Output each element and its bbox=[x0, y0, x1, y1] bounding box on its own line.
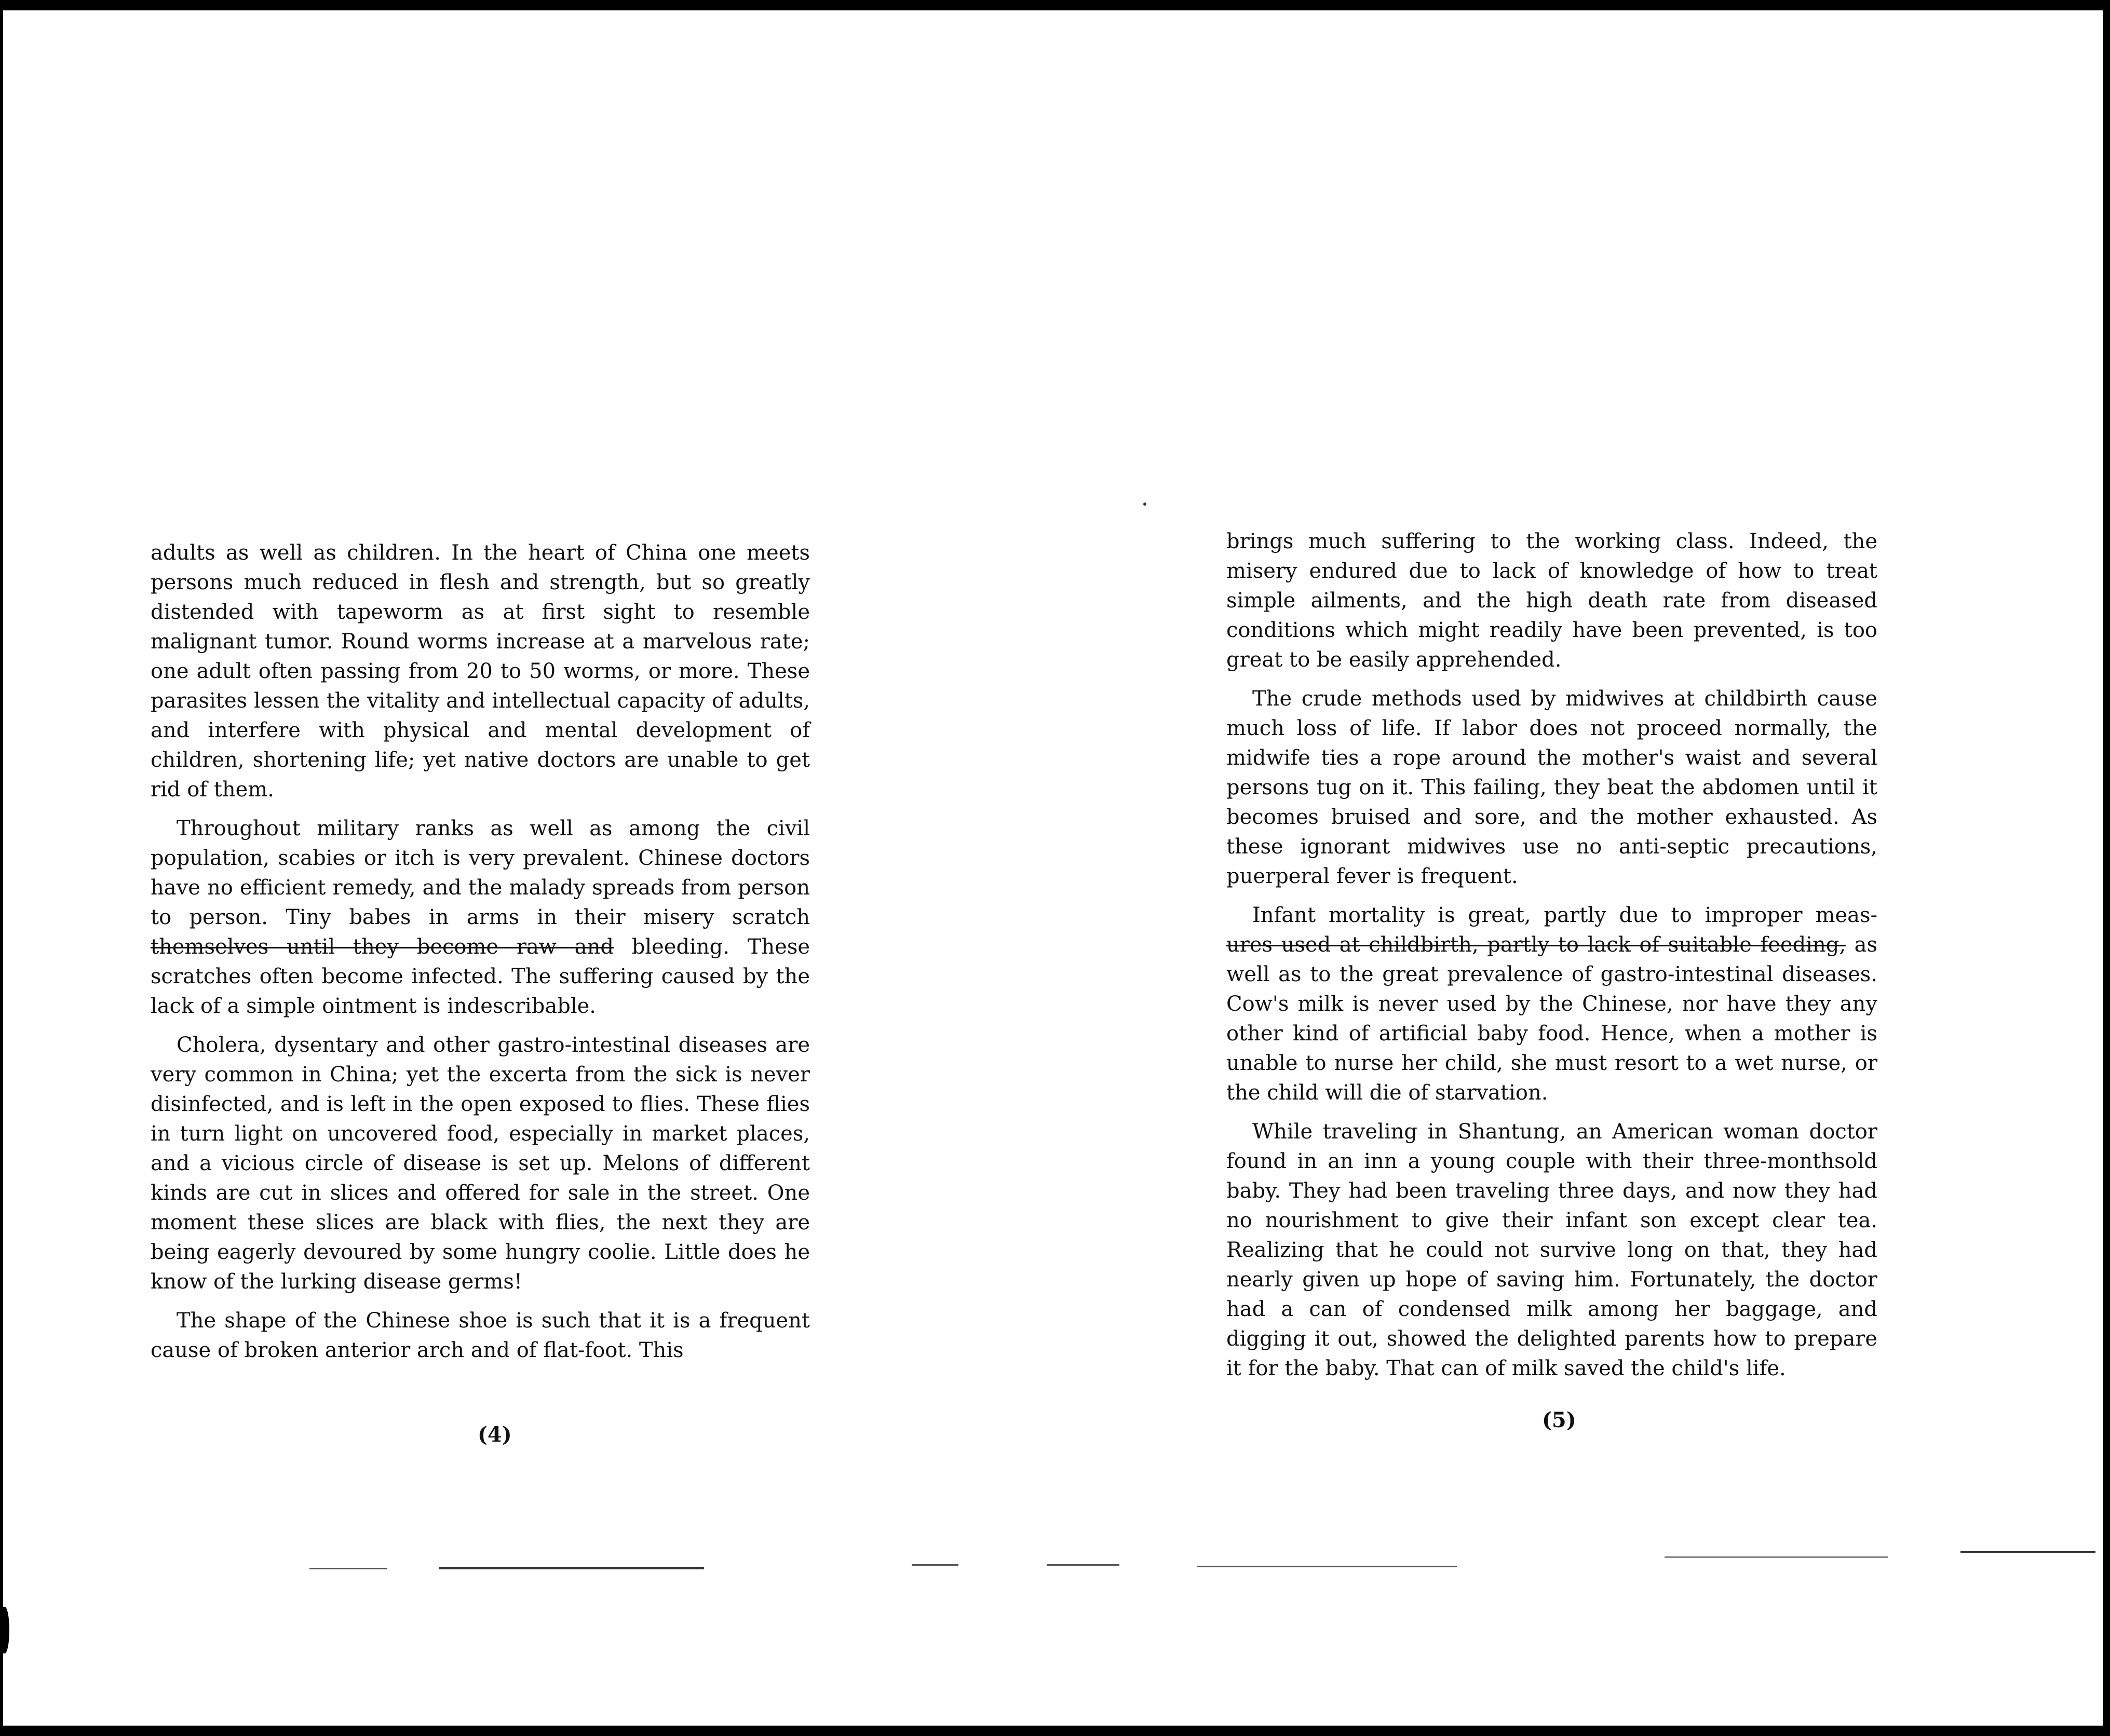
left-paragraph-2-start: Throughout military ranks as well as among the civil population, scabies or itch is very prevalent. Chinese doctors have no efficient remedy, and the malady spreads from person to person. Tiny babes in arms in their misery scratch bbox=[151, 817, 810, 929]
left-page-text bbox=[151, 538, 810, 1375]
left-page-number: (4) bbox=[478, 1422, 512, 1447]
left-paragraph-3: Cholera, dysentary and other gastro-intestinal diseases are very common in China; yet the excerta from the sick is never disinfected, and is left in the open exposed to flies. These flies in turn light on uncovered food, especially in market places, and a vicious circle of disease is set up. Melons of different kinds are cut in slices and offered for sale in the street. One moment these slices are black with flies, the next they are being eagerly devoured by some hungry coolie. Little does he know of the lurking disease germs! bbox=[151, 1033, 810, 1294]
left-paragraph-4: The shape of the Chinese shoe is such that it is a frequent cause of broken anterior arch and of flat-foot. This bbox=[151, 1309, 810, 1362]
scan-artifact-line bbox=[912, 1564, 958, 1566]
right-paragraph-4: While traveling in Shantung, an American woman doctor found in an inn a young couple with their three-monthsold baby. They had been traveling three days, and now they had no nourishment to give their infant son except clear tea. Realizing that he could not survive long on that, they had nearly given up hope of saving him. Fortunately, the doctor had a can of condensed milk among her baggage, and digging it out, showed the delighted parents how to prepare it for the baby. That can of milk saved the child's life. bbox=[1226, 1120, 1877, 1380]
right-page-text bbox=[1226, 527, 1877, 1393]
left-paragraph-2-struck-text: themselves until they become raw and bbox=[151, 935, 614, 959]
scan-artifact-line bbox=[1047, 1564, 1119, 1566]
right-paragraph-3-start: Infant mortality is great, partly due to improper meas- bbox=[1252, 903, 1877, 927]
right-paragraph-3-end: as well as to the great prevalence of gastro-intestinal diseases. Cow's milk is never used by the Chinese, nor have they any other kind of artificial baby food. Hence, when a mother is unable to nurse her child, she must resort to a wet nurse, or the child will die of starvation. bbox=[1226, 933, 1877, 1105]
scan-edge-artifact bbox=[0, 1607, 9, 1653]
left-paragraph-2-end: bleeding. These scratches often become infected. The suffering caused by the lack of a simple ointment is indescribable. bbox=[151, 935, 810, 1018]
scanned-sheet bbox=[3, 10, 2103, 1726]
scan-artifact-line bbox=[1960, 1551, 2095, 1553]
right-paragraph-1: brings much suffering to the working class. Indeed, the misery endured due to lack of knowledge of how to treat simple ailments, and the high death rate from diseased conditions which might readily have been prevented, is too great to be easily apprehended. bbox=[1226, 530, 1877, 672]
scan-artifact-line bbox=[1197, 1566, 1457, 1567]
scan-artifact-line bbox=[439, 1567, 704, 1569]
scan-artifact-line bbox=[309, 1568, 387, 1569]
right-paragraph-3 bbox=[1226, 901, 1877, 1108]
right-paragraph-3-struck-text: ures used at childbirth, partly to lack of suitable feeding, bbox=[1226, 933, 1846, 957]
scan-speck bbox=[1143, 503, 1146, 506]
left-paragraph-2 bbox=[151, 814, 810, 1021]
right-paragraph-2: The crude methods used by midwives at childbirth cause much loss of life. If labor does not proceed normally, the midwife ties a rope around the mother's waist and several persons tug on it. This failing, they beat the abdomen until it becomes bruised and sore, and the mother exhausted. As these ignorant midwives use no anti-septic precautions, puerperal fever is frequent. bbox=[1226, 687, 1877, 888]
right-page-number: (5) bbox=[1542, 1408, 1576, 1432]
left-paragraph-1: adults as well as children. In the heart of China one meets persons much reduced in flesh and strength, but so greatly distended with tapeworm as at first sight to resemble malignant tumor. Round worms increase at a marvelous rate; one adult often passing from 20 to 50 worms, or more. These parasites lessen the vitality and intellectual capacity of adults, and interfere with physical and mental development of children, shortening life; yet native doctors are unable to get rid of them. bbox=[151, 541, 810, 802]
scan-artifact-line bbox=[1665, 1556, 1888, 1558]
